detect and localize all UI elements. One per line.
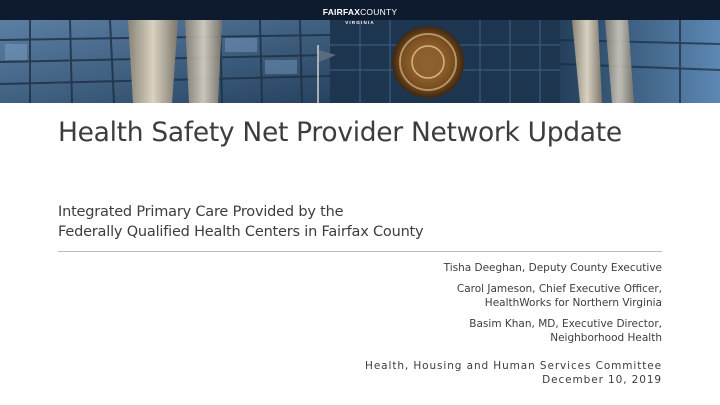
committee-name: Health, Housing and Human Services Committee xyxy=(365,360,662,372)
brand-state: VIRGINIA xyxy=(345,20,375,25)
brand-name-regular: COUNTY xyxy=(360,7,398,17)
presenter-khan xyxy=(242,317,662,345)
presenter-jameson xyxy=(242,282,662,310)
presenter-line: Tisha Deeghan, Deputy County Executive xyxy=(443,262,662,274)
slide-subtitle xyxy=(58,202,658,242)
banner-photo xyxy=(0,0,720,103)
meeting-info xyxy=(242,359,662,387)
presenter-deeghan xyxy=(242,261,662,275)
subtitle-line: Federally Qualified Health Centers in Fairfax County xyxy=(58,224,424,240)
brand-name-bold: FAIRFAX xyxy=(322,7,361,17)
presenter-line: Neighborhood Health xyxy=(550,332,662,344)
presenter-line: Carol Jameson, Chief Executive Officer, xyxy=(456,283,662,295)
fairfax-county-logo xyxy=(0,3,720,26)
meeting-date: December 10, 2019 xyxy=(542,374,662,386)
presenter-list xyxy=(242,261,662,352)
slide-title: Health Safety Net Provider Network Update xyxy=(58,117,622,148)
presenter-line: Basim Khan, MD, Executive Director, xyxy=(469,318,662,330)
subtitle-line: Integrated Primary Care Provided by the xyxy=(58,204,344,220)
divider-line xyxy=(58,251,662,252)
presenter-line: HealthWorks for Northern Virginia xyxy=(484,297,662,309)
